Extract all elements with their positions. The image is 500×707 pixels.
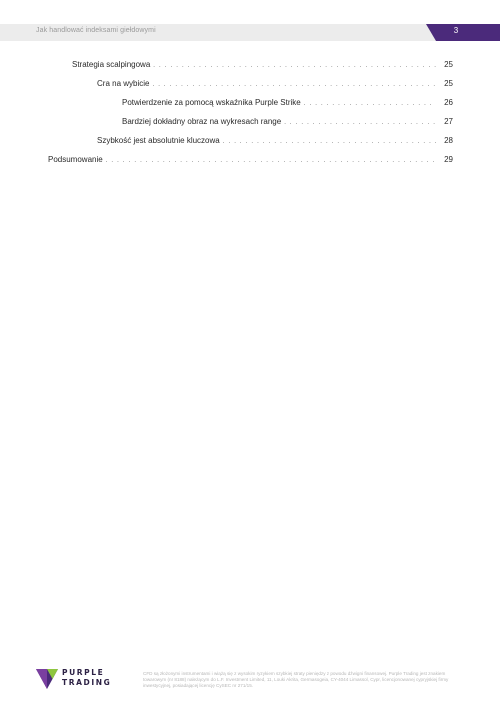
toc-entry[interactable] bbox=[48, 155, 453, 164]
toc-entry-page: 28 bbox=[444, 136, 453, 145]
toc-entry[interactable] bbox=[122, 117, 453, 126]
toc-leader bbox=[223, 139, 436, 145]
toc-entry-page: 27 bbox=[444, 117, 453, 126]
footer-disclaimer: CFD są złożonymi instrumentami i wiążą się z wysokim ryzykiem szybkiej straty pieniędzy z powodu dźwigni finansowej. Purple Trading jest znakiem towarowym (nr 8188) należącym do L.F. Investment Limited, 11, Louki Akrita, Germasogeia, CY-4044 Limassol, Cypr, licencjonowanej cypryjskiej firmy inwestycyjnej, posiadającej licencję CySEC nr 271/15. bbox=[143, 671, 449, 688]
purple-trading-logo bbox=[36, 668, 126, 690]
toc-entry[interactable] bbox=[72, 60, 453, 69]
toc-entry-page: 26 bbox=[444, 98, 453, 107]
toc-entry[interactable] bbox=[97, 136, 453, 145]
toc-entry-page: 25 bbox=[444, 60, 453, 69]
toc-entry-title: Potwierdzenie za pomocą wskaźnika Purple Strike bbox=[122, 98, 301, 107]
toc-leader bbox=[304, 101, 436, 107]
toc-entry-title: Strategia scalpingowa bbox=[72, 60, 151, 69]
toc-leader bbox=[284, 120, 436, 126]
toc-entry-page: 25 bbox=[444, 79, 453, 88]
toc-entry[interactable] bbox=[122, 98, 453, 107]
toc-leader bbox=[152, 82, 436, 88]
toc-entry-title: Bardziej dokładny obraz na wykresach range bbox=[122, 117, 282, 126]
logo-wordmark: PURPLE TRADING bbox=[62, 668, 112, 687]
toc-entry[interactable] bbox=[97, 79, 453, 88]
document-title: Jak handlować indeksami giełdowymi bbox=[36, 27, 156, 34]
toc-entry-title: Podsumowanie bbox=[48, 155, 103, 164]
toc-entry-title: Szybkość jest absolutnie kluczowa bbox=[97, 136, 220, 145]
logo-mark-icon bbox=[36, 669, 58, 689]
toc-leader bbox=[106, 158, 436, 164]
toc-leader bbox=[153, 63, 436, 69]
toc-entry-title: Cra na wybicie bbox=[97, 79, 150, 88]
toc-entry-page: 29 bbox=[444, 155, 453, 164]
page-number: 3 bbox=[453, 26, 459, 35]
